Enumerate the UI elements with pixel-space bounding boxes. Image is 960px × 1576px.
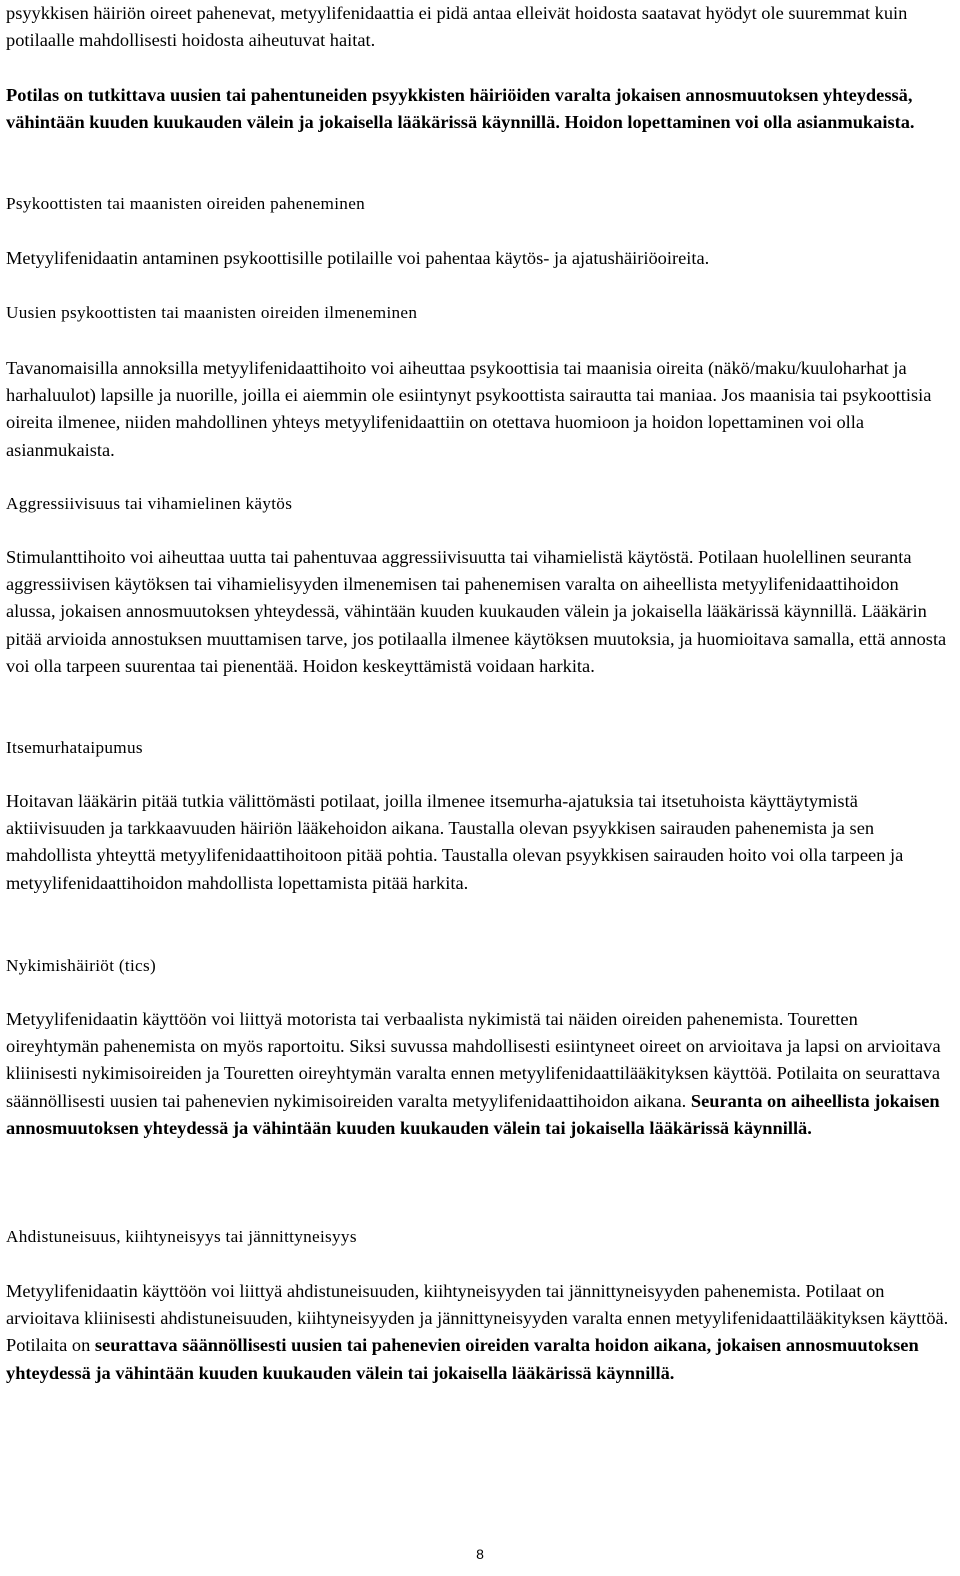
section-heading-psychotic-worsening: Psykoottisten tai maanisten oireiden paheneminen xyxy=(6,194,366,213)
section-body-aggression: Stimulanttihoito voi aiheuttaa uutta tai pahentuvaa aggressiivisuutta tai vihamielistä käytöstä. Potilaan huolellinen seuranta aggressiivisen käytöksen tai vihamielisyyden ilmenemisen tai pahenemisen varalta on aiheellista metyylifenidaattihoidon alussa, jokaisen annosmuutoksen yhteydessä, vähintään kuuden kuukauden välein ja jokaisella lääkärissä käynnillä. Lääkärin pitää arvioida annostuksen muuttamisen tarve, jos potilaalla ilmenee käytöksen muutoksia, ja huomioitava samalla, että annosta voi olla tarpeen suurentaa tai pienentää. Hoidon keskeyttämistä voidaan harkita. xyxy=(6,547,947,676)
section-heading-aggression: Aggressiivisuus tai vihamielinen käytös xyxy=(6,494,293,513)
tics-body-bold-text: Seuranta on aiheellista jokaisen annosmuutoksen yhteydessä ja vähintään kuuden kuukauden välein tai jokaisella lääkärissä käynnillä. xyxy=(6,1090,940,1138)
monitoring-paragraph: Potilas on tutkittava uusien tai pahentuneiden psyykkisten häiriöiden varalta jokaisen annosmuutoksen yhteydessä, vähintään kuuden kuukauden välein ja jokaisella lääkärissä käynnillä. Hoidon lopettaminen voi olla asianmukaista. xyxy=(6,85,915,133)
section-heading-tics: Nykimishäiriöt (tics) xyxy=(6,956,156,975)
tics-body-text: Metyylifenidaatin käyttöön voi liittyä motorista tai verbaalista nykimistä tai näiden oireiden pahenemista. Touretten oireyhtymän pahenemista on myös raportoitu. Siksi suvussa mahdollisesti esiintyneet oireet on arvioitava ja lapsi on arvioitava kliinisesti nykimisoireiden ja Touretten oireyhtymän varalta ennen metyylifenidaattilääkityksen käyttöä. Potilaita on seurattava säännöllisesti uusien tai pahenevien nykimisoireiden varalta metyylifenidaattihoidon aikana. xyxy=(6,1009,941,1111)
section-body-psychotic-worsening: Metyylifenidaatin antaminen psykoottisille potilaille voi pahentaa käytös- ja ajatushäiriöoireita. xyxy=(6,248,710,268)
section-body-anxiety xyxy=(6,1278,950,1387)
section-heading-new-psychotic: Uusien psykoottisten tai maanisten oireiden ilmeneminen xyxy=(6,303,418,322)
section-body-suicidality: Hoitavan lääkärin pitää tutkia välittömästi potilaat, joilla ilmenee itsemurha-ajatuksia tai itsetuhoista käyttäytymistä aktiivisuuden ja tarkkaavuuden häiriön lääkehoidon aikana. Taustalla olevan psyykkisen sairauden pahenemista ja sen mahdollista yhteyttä metyylifenidaattihoitoon pitää pohtia. Taustalla olevan psyykkisen sairauden hoito voi olla tarpeen ja metyylifenidaattihoidon mahdollista lopettamista pitää harkita. xyxy=(6,791,904,893)
section-body-new-psychotic: Tavanomaisilla annoksilla metyylifenidaattihoito voi aiheuttaa psykoottisia tai maanisia oireita (näkö/maku/kuuloharhat ja harhaluulot) lapsille ja nuorille, joilla ei aiemmin ole esiintynyt psykoottista sairautta tai maniaa. Jos maanisia tai psykoottisia oireita ilmenee, niiden mahdollinen yhteys metyylifenidaattiin on otettava huomioon ja hoidon lopettaminen voi olla asianmukaista. xyxy=(6,358,932,460)
page-number: 8 xyxy=(476,1546,484,1562)
section-heading-anxiety: Ahdistuneisuus, kiihtyneisyys tai jännittyneisyys xyxy=(6,1227,357,1246)
section-heading-suicidality: Itsemurhataipumus xyxy=(6,738,143,757)
anxiety-body-text: Metyylifenidaatin käyttöön voi liittyä ahdistuneisuuden, kiihtyneisyyden tai jännittyneisyyden pahenemista. Potilaat on arvioitava kliinisesti ahdistuneisuuden, kiihtyneisyyden ja jännittyneisyyden varalta ennen metyylifenidaattilääkityksen käyttöä. Potilaita on xyxy=(6,1281,949,1356)
section-body-tics xyxy=(6,1006,950,1142)
anxiety-body-bold-text: seurattava säännöllisesti uusien tai pahenevien oireiden varalta hoidon aikana, jokaisen annosmuutoksen yhteydessä ja vähintään kuuden kuukauden välein tai jokaisella lääkärissä käynnillä. xyxy=(6,1335,919,1383)
intro-paragraph: psyykkisen häiriön oireet pahenevat, metyylifenidaattia ei pidä antaa elleivät hoidosta saatavat hyödyt ole suuremmat kuin potilaalle mahdollisesti hoidosta aiheutuvat haitat. xyxy=(6,3,908,51)
